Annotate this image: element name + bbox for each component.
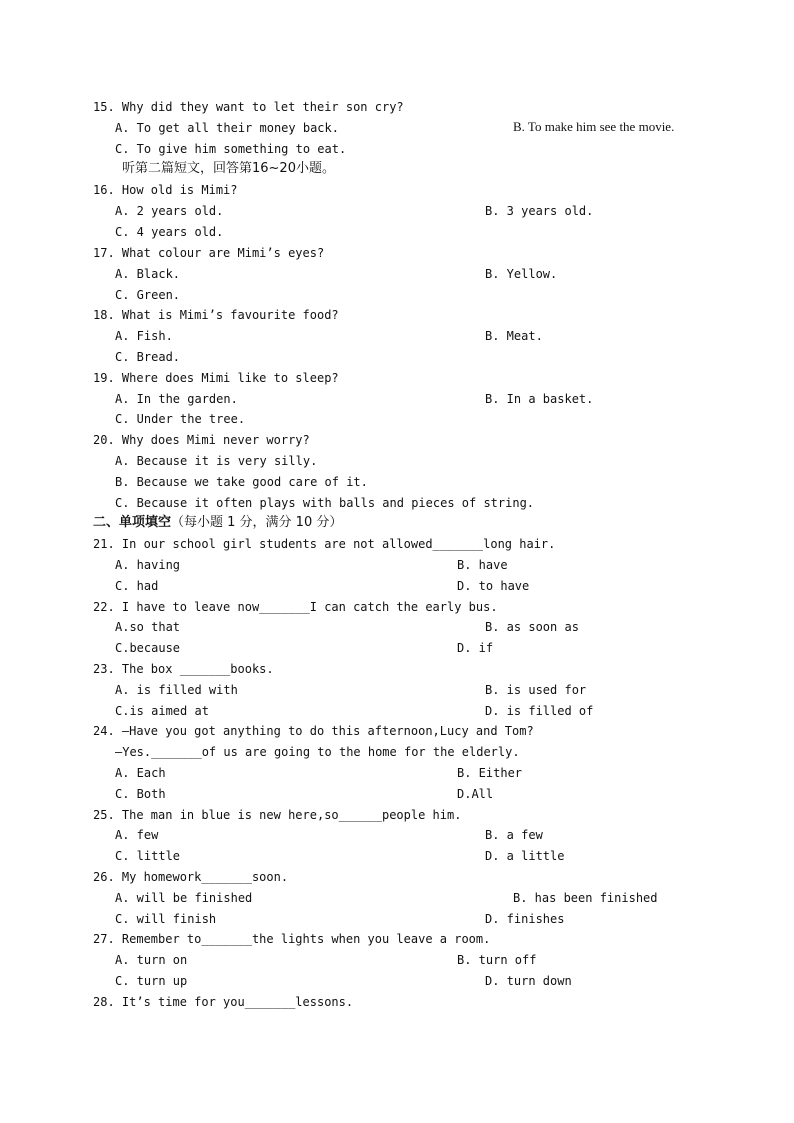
option-25d: D. a little: [485, 849, 565, 863]
option-23a: A. is filled with: [115, 683, 238, 697]
option-25a: A. few: [115, 828, 159, 842]
option-27d: D. turn down: [485, 974, 572, 988]
option-18c: C. Bread.: [115, 350, 181, 364]
option-27c: C. turn up: [115, 974, 188, 988]
option-17a: A. Black.: [115, 267, 181, 281]
option-16c: C. 4 years old.: [115, 225, 224, 239]
question-16: 16. How old is Mimi?: [93, 183, 238, 197]
question-25: 25. The man in blue is new here,so______people him.: [93, 808, 462, 822]
option-15a: A. To get all their money back.: [115, 121, 339, 135]
option-19c: C. Under the tree.: [115, 412, 246, 426]
option-26a: A. will be finished: [115, 891, 253, 905]
question-27: 27. Remember to_______the lights when you leave a room.: [93, 932, 491, 946]
section-title: 二、单项填空: [93, 515, 172, 530]
option-25b: B. a few: [485, 828, 543, 842]
option-19b: B. In a basket.: [485, 392, 594, 406]
option-27a: A. turn on: [115, 953, 188, 967]
question-24: 24. —Have you got anything to do this afternoon,Lucy and Tom?: [93, 724, 534, 738]
option-20c: C. Because it often plays with balls and pieces of string.: [115, 496, 535, 510]
option-25c: C. little: [115, 849, 181, 863]
option-24a: A. Each: [115, 766, 166, 780]
question-24-reply: —Yes._______of us are going to the home for the elderly.: [115, 745, 520, 759]
option-23c: C.is aimed at: [115, 704, 209, 718]
option-21d: D. to have: [457, 579, 530, 593]
option-19a: A. In the garden.: [115, 392, 238, 406]
option-24c: C. Both: [115, 787, 166, 801]
option-16a: A. 2 years old.: [115, 204, 224, 218]
option-26b: B. has been finished: [513, 891, 658, 905]
question-18: 18. What is Mimi’s favourite food?: [93, 308, 339, 322]
question-15: 15. Why did they want to let their son cry?: [93, 100, 404, 114]
section-heading: [93, 516, 342, 530]
option-22d: D. if: [457, 641, 494, 655]
option-23d: D. is filled of: [485, 704, 594, 718]
option-23b: B. is used for: [485, 683, 587, 697]
option-16b: B. 3 years old.: [485, 204, 594, 218]
option-20b: B. Because we take good care of it.: [115, 475, 368, 489]
option-21c: C. had: [115, 579, 159, 593]
option-21a: A. having: [115, 558, 181, 572]
option-17c: C. Green.: [115, 288, 181, 302]
question-20: 20. Why does Mimi never worry?: [93, 433, 310, 447]
option-15c: C. To give him something to eat.: [115, 142, 347, 156]
option-22c: C.because: [115, 641, 181, 655]
option-18b: B. Meat.: [485, 329, 543, 343]
option-24b: B. Either: [457, 766, 523, 780]
question-17: 17. What colour are Mimi’s eyes?: [93, 246, 325, 260]
option-22b: B. as soon as: [485, 620, 579, 634]
option-26c: C. will finish: [115, 912, 217, 926]
question-23: 23. The box _______books.: [93, 662, 274, 676]
option-15b: B. To make him see the movie.: [513, 119, 675, 134]
option-22a: A.so that: [115, 620, 181, 634]
question-26: 26. My homework_______soon.: [93, 870, 289, 884]
passage-2-instruction: 听第二篇短文，回答第16~20小题。: [122, 161, 335, 176]
section-note: （每小题 1 分，满分 10 分）: [171, 515, 343, 530]
option-20a: A. Because it is very silly.: [115, 454, 318, 468]
option-17b: B. Yellow.: [485, 267, 558, 281]
option-21b: B. have: [457, 558, 508, 572]
option-27b: B. turn off: [457, 953, 537, 967]
option-26d: D. finishes: [485, 912, 565, 926]
option-24d: D.All: [457, 787, 494, 801]
option-18a: A. Fish.: [115, 329, 173, 343]
question-22: 22. I have to leave now_______I can catch the early bus.: [93, 600, 498, 614]
question-28: 28. It’s time for you_______lessons.: [93, 995, 354, 1009]
question-21: 21. In our school girl students are not allowed_______long hair.: [93, 537, 556, 551]
question-19: 19. Where does Mimi like to sleep?: [93, 371, 339, 385]
